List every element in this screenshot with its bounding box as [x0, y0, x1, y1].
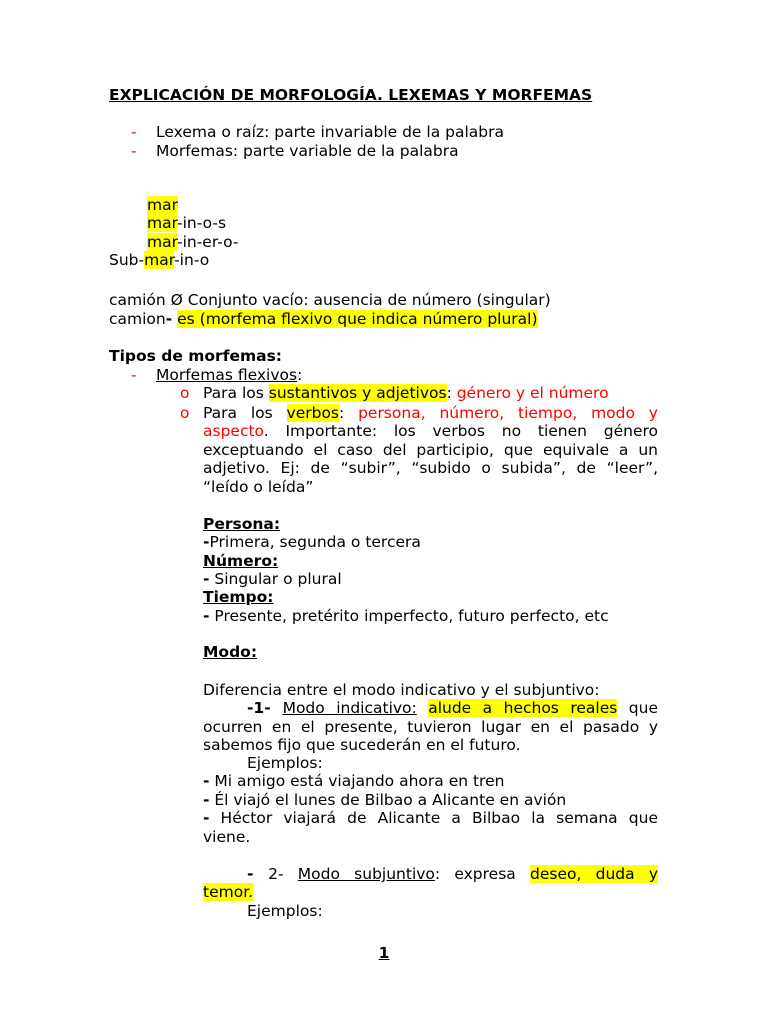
section-heading-tipos: Tipos de morfemas: [109, 347, 282, 365]
ejemplos-label: Ejemplos: [247, 754, 323, 772]
paragraph-line: exceptuando el caso del participio, que equivale a un [203, 441, 658, 459]
root-highlight: mar [147, 214, 177, 232]
camion-singular: camión Ø Conjunto vacío: ausencia de número (singular) [109, 291, 551, 309]
sub-bullet: o [180, 404, 190, 422]
word-row: mar-in-o-s [147, 214, 227, 232]
example-item: - Héctor viajará de Alicante a Bilbao la semana que [203, 809, 658, 827]
bullet-dash: - [131, 142, 137, 160]
bullet-dash: - [131, 123, 137, 141]
ejemplos-label: Ejemplos: [247, 902, 323, 920]
root-highlight: mar [147, 196, 178, 214]
sub-bullet: o [180, 384, 190, 402]
camion-plural: camion- es (morfema flexivo que indica número plural) [109, 310, 538, 328]
word-row: mar-in-er-o- [147, 233, 239, 251]
word-row: Sub-mar-in-o [109, 251, 210, 269]
paragraph-line: aspecto. Importante: los verbos no tienen género [203, 422, 658, 440]
tiempo-text: - Presente, pretérito imperfecto, futuro perfecto, etc [203, 607, 609, 625]
example-item: - Él viajó el lunes de Bilbao a Alicante en avión [203, 791, 567, 809]
root-highlight: mar [144, 251, 175, 269]
heading-persona: Persona: [203, 515, 281, 533]
heading-modo: Modo: [203, 643, 258, 661]
modo-intro: Diferencia entre el modo indicativo y el subjuntivo: [203, 681, 600, 699]
modo-subjuntivo: - 2- Modo subjuntivo: expresa deseo, duda y [247, 865, 658, 883]
sub-item-sustantivos: Para los sustantivos y adjetivos: género y el número [203, 384, 609, 402]
sub-item-verbos: Para los verbos: persona, número, tiempo, modo y [203, 404, 658, 422]
bullet-dash: - [131, 366, 137, 384]
example-item-continued: viene. [203, 828, 251, 846]
definition-text-lexema: Lexema o raíz: parte invariable de la palabra [156, 123, 504, 141]
list-item-flexivos: Morfemas flexivos: [156, 366, 303, 384]
heading-numero: Número: [203, 552, 279, 570]
paragraph-line: adjetivo. Ej: de “subir”, “subido o subida”, de “leer”, [203, 459, 658, 477]
word-row [147, 196, 178, 214]
definition-item [131, 123, 137, 141]
modo-indicativo: -1- Modo indicativo: alude a hechos reales que [247, 699, 658, 717]
example-item: - Mi amigo está viajando ahora en tren [203, 772, 505, 790]
page-number: 1 [378, 944, 390, 962]
paragraph-line: “leído o leída” [203, 478, 314, 496]
paragraph-line: temor. [203, 883, 254, 901]
definition-text-morfemas: Morfemas: parte variable de la palabra [156, 142, 459, 160]
persona-text: -Primera, segunda o tercera [203, 533, 421, 551]
heading-tiempo: Tiempo: [203, 588, 274, 606]
numero-text: - Singular o plural [203, 570, 342, 588]
plural-highlight: es (morfema flexivo que indica número plural) [177, 310, 538, 328]
paragraph-line: sabemos fijo que sucederán en el futuro. [203, 736, 521, 754]
root-highlight: mar [147, 233, 177, 251]
paragraph-line: ocurren en el presente, tuvieron lugar en el pasado y [203, 718, 658, 736]
definition-item [131, 142, 137, 160]
page-title: EXPLICACIÓN DE MORFOLOGÍA. LEXEMAS Y MORFEMAS [109, 86, 593, 104]
